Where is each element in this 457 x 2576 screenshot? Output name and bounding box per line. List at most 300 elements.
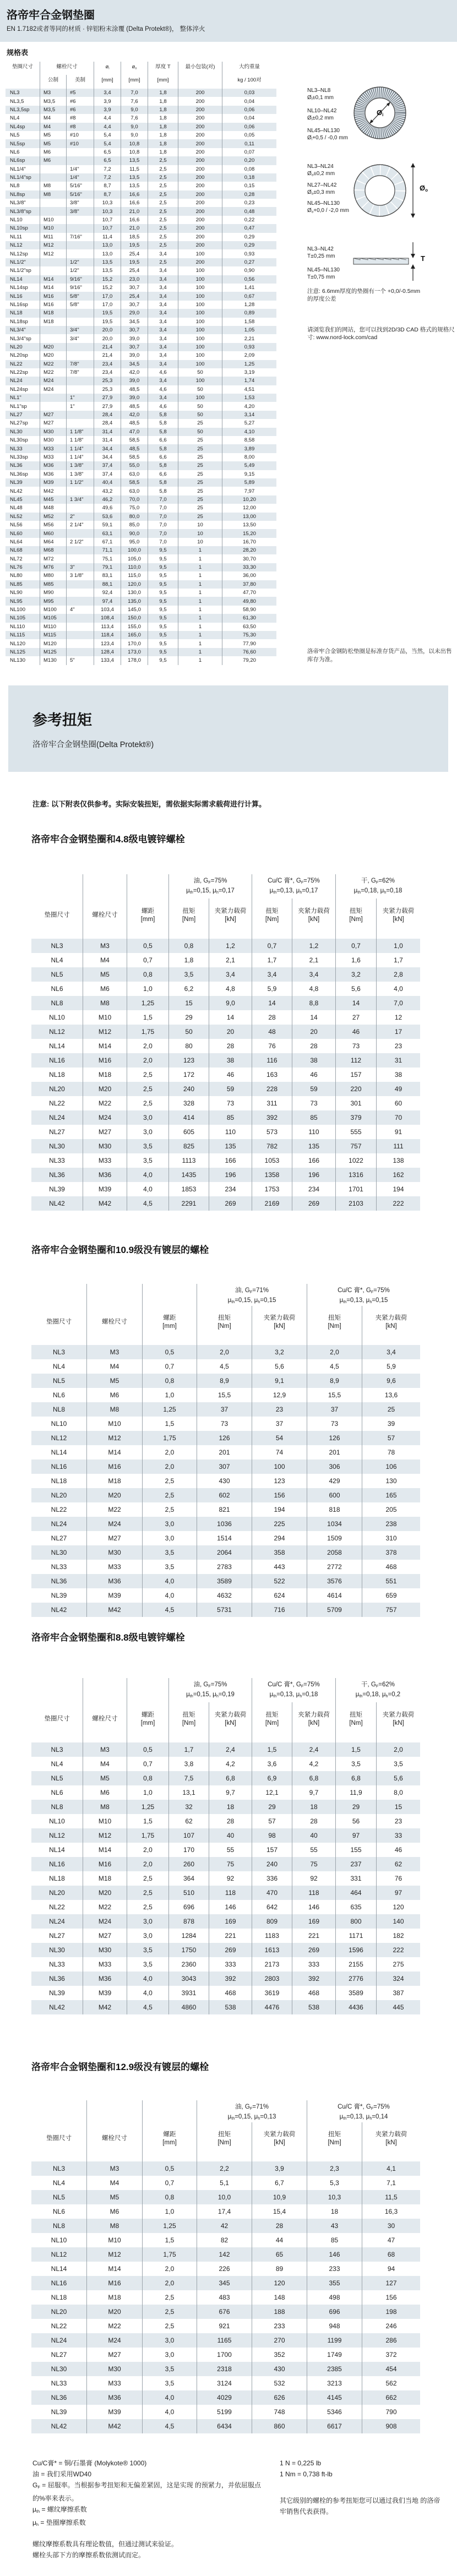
inner-diameter-cell: 53,6 <box>94 513 121 521</box>
outer-diameter-cell: 63,0 <box>121 487 148 495</box>
weight-cell: 0,20 <box>222 156 276 165</box>
torque-table-row: NL8 M8 1,25 15 9,0 14 8,8 14 7,0 <box>31 996 420 1010</box>
col-washer-size: 垫圈尺寸 <box>46 1319 72 1325</box>
min-package-cell: 100 <box>178 394 222 402</box>
weight-cell: 1,74 <box>222 377 276 385</box>
metric-size-cell <box>40 173 66 182</box>
tolerance-item: NL3–NL8 $Ø_i\pm 0,1$ mm <box>307 88 334 101</box>
cad-website-link[interactable]: www.nord-lock.com/cad <box>316 334 378 341</box>
outer-diameter-cell: 63,0 <box>121 470 148 478</box>
washer-size-cell: NL30sp <box>10 437 28 444</box>
spec-table-row <box>6 394 276 402</box>
washer-size-cell: NL30 <box>10 428 23 435</box>
torque-table-row: NL42 M42 4,5 6434 860 6617 908 <box>31 2419 420 2433</box>
inner-diameter-cell: 6,5 <box>94 156 121 165</box>
outer-diameter-cell: 75,0 <box>121 504 148 512</box>
tolerance-item: NL45–NL130 T±0,75 mm <box>307 267 340 280</box>
metric-size-cell <box>40 334 66 342</box>
washer-size-cell: NL39 <box>10 480 23 486</box>
torque-table-row: NL33 M33 3,5 2360 333 2173 333 2155 275 <box>31 1957 420 1972</box>
min-package-cell: 1 <box>178 606 222 614</box>
spec-table-row <box>6 656 276 665</box>
weight-cell: 4,51 <box>222 385 276 394</box>
col-clamp-load: 夹紧力载荷 [kN] <box>292 1702 335 1742</box>
torque-table-row: NL30 M30 3,5 2064 358 2058 378 <box>31 1545 420 1560</box>
min-package-cell: 200 <box>178 258 222 266</box>
spec-table-row <box>6 428 276 436</box>
us-size-cell: 1" <box>66 394 94 402</box>
thickness-cell: 7,0 <box>148 538 178 546</box>
inner-diameter-cell: 31,4 <box>94 428 121 436</box>
outer-diameter-cell: 21,0 <box>121 207 148 215</box>
metric-size-cell: M22 <box>40 360 66 368</box>
torque-table-row: NL33 M33 3,5 3124 532 3213 562 <box>31 2376 420 2390</box>
min-package-cell: 25 <box>178 478 222 487</box>
thickness-cell: 3,4 <box>148 275 178 284</box>
weight-cell: 9,15 <box>222 470 276 478</box>
metric-size-cell: M64 <box>40 538 66 546</box>
spec-table-row <box>6 623 276 631</box>
col-thickness: 厚度 T <box>148 62 178 75</box>
us-size-cell: 1 1/8" <box>66 436 94 444</box>
torque-column-header <box>31 1306 420 1345</box>
inner-diameter-cell: 133,4 <box>94 656 121 665</box>
us-size-cell <box>66 377 94 385</box>
inner-diameter-cell: 23,4 <box>94 360 121 368</box>
us-size-cell: 5/16" <box>66 182 94 190</box>
spec-table-row <box>6 123 276 131</box>
inner-diameter-cell: 123,4 <box>94 639 121 647</box>
spec-table-row <box>6 606 276 614</box>
thickness-tolerances <box>307 246 340 287</box>
weight-cell: 16,70 <box>222 538 276 546</box>
torque-table-row: NL5 M5 0,8 8,9 9,1 8,9 9,6 <box>31 1374 420 1388</box>
washer-size-cell: NL3/4"sp <box>10 335 31 342</box>
washer-size-cell: NL3/8"sp <box>10 208 31 215</box>
inner-diameter-cell: 7,2 <box>94 173 121 182</box>
metric-size-cell <box>40 258 66 266</box>
min-package-cell: 200 <box>178 89 222 97</box>
spec-table-row <box>6 284 276 292</box>
weight-cell: 3,89 <box>222 444 276 453</box>
torque-table-row: NL22 M22 2,5 328 73 311 73 301 60 <box>31 1096 420 1110</box>
torque-group-header <box>31 2100 420 2122</box>
spec-table-row <box>6 546 276 554</box>
torque-table-row: NL3 M3 0,5 1,7 2,4 1,5 2,4 1,5 2,0 <box>31 1742 420 1757</box>
metric-size-cell: M3,5 <box>40 106 66 114</box>
metric-size-cell: M56 <box>40 521 66 529</box>
torque-table-row: NL39 M39 4,0 5199 748 5346 790 <box>31 2405 420 2419</box>
thickness-cell: 5,8 <box>148 487 178 495</box>
spec-table-row <box>6 411 276 419</box>
col-torque: 扭矩 [Nm] <box>307 2122 362 2161</box>
washer-size-cell: NL110 <box>10 623 25 630</box>
weight-cell: 0,56 <box>222 275 276 284</box>
thickness-tolerance-note: 注意: 6.6mm厚度的垫圈有一个 +0,0/-0.5mm的厚度公差 <box>307 288 421 302</box>
washer-size-cell: NL5 <box>10 132 20 139</box>
us-size-cell: 1/2" <box>66 258 94 266</box>
spec-table-row <box>6 156 276 165</box>
weight-cell: 3,14 <box>222 411 276 419</box>
col-torque: 扭矩 [Nm] <box>335 1702 376 1742</box>
us-size-cell <box>66 487 94 495</box>
torque-table-body <box>31 1742 420 2014</box>
metric-size-cell: M33 <box>40 444 66 453</box>
outer-diameter-cell: 25,4 <box>121 266 148 275</box>
us-size-cell: #6 <box>66 106 94 114</box>
min-package-cell: 100 <box>178 266 222 275</box>
outer-diameter-cell: 110,0 <box>121 563 148 571</box>
tolerance-item: NL10–NL42 $Ø_i\pm 0,2$ mm <box>307 107 337 122</box>
col-outer-diameter: $ø_o$ <box>121 62 148 75</box>
washer-size-cell: NL24 <box>10 378 23 384</box>
weight-cell: 36,00 <box>222 571 276 580</box>
spec-table-row <box>6 504 276 512</box>
inner-diameter-cell: 17,0 <box>94 292 121 300</box>
washer-size-cell: NL52 <box>10 513 23 520</box>
metric-size-cell: M27 <box>40 419 66 427</box>
col-pitch: 螺距 [mm] <box>142 2122 197 2161</box>
us-size-cell: 9/16" <box>66 284 94 292</box>
us-size-cell: 5/8" <box>66 292 94 300</box>
torque-table-row: NL39 M39 4,0 3931 468 3619 468 3589 387 <box>31 1986 420 2000</box>
weight-cell: 12,00 <box>222 504 276 512</box>
min-package-cell: 25 <box>178 487 222 495</box>
us-size-cell <box>66 411 94 419</box>
thickness-cell: 2,5 <box>148 165 178 173</box>
torque-table-grade-10-9 <box>31 1243 420 1617</box>
min-package-cell: 100 <box>178 343 222 351</box>
metric-size-cell <box>40 394 66 402</box>
outer-diameter-cell: 18,5 <box>121 233 148 241</box>
weight-cell: 8,00 <box>222 453 276 461</box>
outer-diameter-cell: 155,0 <box>121 623 148 631</box>
outer-diameter-cell: 10,8 <box>121 148 148 156</box>
metric-size-cell: M16 <box>40 292 66 300</box>
spec-table-row <box>6 266 276 275</box>
metric-size-cell: M42 <box>40 487 66 495</box>
col-washer-size: 垫圈尺寸 <box>46 2135 72 2142</box>
torque-table-row: NL12 M12 1,75 50 20 48 20 46 17 <box>31 1025 420 1039</box>
torque-table-row: NL16 M16 2,0 260 75 240 75 237 62 <box>31 1857 420 1871</box>
torque-table-row: NL4 M4 0,7 3,8 4,2 3,6 4,2 3,5 3,5 <box>31 1757 420 1771</box>
torque-table-row: NL14 M14 2,0 170 55 157 55 155 46 <box>31 1843 420 1857</box>
min-package-cell: 200 <box>178 106 222 114</box>
torque-table-row: NL22 M22 2,5 821 194 818 205 <box>31 1502 420 1517</box>
footnote-other-grades: 其它级别的螺栓的参考扭矩您可以通过我们当地 的洛帝牢销售代表获得。 <box>280 2497 440 2515</box>
metric-size-cell: M11 <box>40 233 66 241</box>
us-size-cell <box>66 309 94 317</box>
spec-table-row <box>6 326 276 334</box>
torque-table-row: NL24 M24 3,0 414 85 392 85 379 70 <box>31 1110 420 1125</box>
torque-table-row: NL10 M10 1,5 82 44 85 47 <box>31 2233 420 2247</box>
inner-diameter-cell: 75,1 <box>94 554 121 563</box>
weight-cell: 1,25 <box>222 360 276 368</box>
metric-size-cell: M120 <box>40 639 66 647</box>
torque-table-row: NL16 M16 2,0 345 120 355 127 <box>31 2276 420 2290</box>
torque-table-row: NL4 M4 0,7 1,8 2,1 1,7 2,1 1,6 1,7 <box>31 953 420 967</box>
metric-size-cell: M14 <box>40 275 66 284</box>
thickness-cell: 1,8 <box>148 148 178 156</box>
weight-cell: 0,05 <box>222 131 276 139</box>
us-size-cell: 3/4" <box>66 326 94 334</box>
thickness-cell: 5,8 <box>148 419 178 427</box>
us-size-cell: 1 1/4" <box>66 453 94 461</box>
min-package-cell: 1 <box>178 639 222 647</box>
spec-table-row <box>6 444 276 453</box>
spec-table-row <box>6 461 276 470</box>
col-washer-size: 垫圈尺寸 <box>44 1715 70 1722</box>
thickness-cell: 9,5 <box>148 623 178 631</box>
washer-size-cell: NL105 <box>10 615 25 622</box>
torque-subheading: 洛帝牢合金钢垫圈(Delta Protekt®) <box>32 740 154 749</box>
outer-diameter-cell: 48,5 <box>121 444 148 453</box>
outer-diameter-cell: 13,5 <box>121 182 148 190</box>
thickness-cell: 9,5 <box>148 631 178 639</box>
spec-table-row <box>6 97 276 105</box>
metric-size-cell: M48 <box>40 504 66 512</box>
min-package-cell: 200 <box>178 131 222 139</box>
metric-size-cell: M6 <box>40 156 66 165</box>
metric-size-cell: M30 <box>40 428 66 436</box>
spec-table-row <box>6 207 276 215</box>
metric-size-cell: M3 <box>40 89 66 97</box>
inner-diameter-cell: 37,4 <box>94 470 121 478</box>
outer-diameter-cell: 30,7 <box>121 343 148 351</box>
thickness-cell: 3,4 <box>148 292 178 300</box>
weight-cell: 0,15 <box>222 182 276 190</box>
spec-table-row <box>6 470 276 478</box>
thickness-cell: 9,5 <box>148 554 178 563</box>
min-package-cell: 200 <box>178 199 222 207</box>
us-size-cell: 1 3/8" <box>66 470 94 478</box>
spec-table-row <box>6 241 276 249</box>
washer-size-cell: NL18 <box>10 310 23 317</box>
thickness-cell: 3,4 <box>148 360 178 368</box>
weight-cell: 0,93 <box>222 343 276 351</box>
washer-size-cell: NL80 <box>10 573 23 579</box>
page-subtitle: EN 1.7182或者等同的材质 · 锌铝粉末涂覆 (Delta Protekt®)， 整体淬火 <box>7 26 205 32</box>
thickness-cell: 2,5 <box>148 156 178 165</box>
washer-size-cell: NL6 <box>10 149 20 155</box>
spec-table-row <box>6 580 276 589</box>
group-oil: 油, $G_F=75\%$ $\mu_{th}=0,15$, $\mu_h=0,17$ <box>168 874 252 898</box>
thickness-cell: 3,4 <box>148 394 178 402</box>
group-cu-c-paste: Cu/C 膏*, $G_F=75\%$ $\mu_{th}=0,13$, $\mu_h=0,18$ <box>252 1678 335 1702</box>
metric-size-cell: M30 <box>40 436 66 444</box>
spec-table-row <box>6 249 276 258</box>
inner-diameter-cell: 46,2 <box>94 495 121 504</box>
torque-table-row: NL22 M22 2,5 696 146 642 146 635 120 <box>31 1900 420 1914</box>
min-package-cell: 10 <box>178 529 222 537</box>
washer-size-cell: NL42 <box>10 488 23 494</box>
min-package-cell: 200 <box>178 224 222 232</box>
outer-diameter-cell: 42,0 <box>121 368 148 377</box>
footnote-gf: $G_F$ = 屈服率。当根据参考扭矩和无偏差紧固，这是实现 的预紧力，并依屈服点的%率来表示。 <box>32 2481 261 2502</box>
washer-size-cell: NL120 <box>10 640 25 647</box>
washer-size-cell: NL16sp <box>10 301 28 308</box>
inner-diameter-cell: 92,4 <box>94 589 121 597</box>
spec-table-row <box>6 173 276 182</box>
metric-size-cell: M10 <box>40 224 66 232</box>
outer-diameter-cell: 80,0 <box>121 513 148 521</box>
us-size-cell: 3/8" <box>66 199 94 207</box>
outer-diameter-cell: 39,0 <box>121 351 148 360</box>
torque-table-grade-8-8 <box>31 1631 420 2014</box>
inner-diameter-cell: 31,4 <box>94 436 121 444</box>
spec-table-row <box>6 216 276 224</box>
torque-table-row: NL16 M16 2,0 307 100 306 106 <box>31 1459 420 1474</box>
weight-cell: 49,80 <box>222 597 276 605</box>
thickness-cell: 1,8 <box>148 139 178 148</box>
footnote-oil: 油 = 我们采用WD40 <box>32 2470 92 2478</box>
outer-diameter-cell: 47,0 <box>121 428 148 436</box>
torque-table-row: NL33 M33 3,5 2783 443 2772 468 <box>31 1560 420 1574</box>
weight-cell: 0,18 <box>222 173 276 182</box>
min-package-cell: 100 <box>178 275 222 284</box>
inner-diameter-cell: 3,9 <box>94 97 121 105</box>
torque-table-row: NL14 M14 2,0 201 74 201 78 <box>31 1445 420 1459</box>
inner-diameter-cell: 28,4 <box>94 419 121 427</box>
torque-table-row: NL30 M30 3,5 2318 430 2385 454 <box>31 2362 420 2376</box>
inner-diameter-cell: 37,4 <box>94 461 121 470</box>
thickness-cell: 5,8 <box>148 411 178 419</box>
outer-diameter-cell: 39,0 <box>121 377 148 385</box>
weight-cell: 28,20 <box>222 546 276 554</box>
thickness-cell: 2,5 <box>148 216 178 224</box>
thickness-cell: 7,0 <box>148 521 178 529</box>
metric-size-cell <box>40 266 66 275</box>
thickness-cell: 9,5 <box>148 546 178 554</box>
outer-diameter-cell: 11,5 <box>121 165 148 173</box>
torque-table-grade-4-8 <box>31 832 420 1211</box>
spec-table-row <box>6 554 276 563</box>
weight-cell: 0,29 <box>222 241 276 249</box>
us-size-cell: #5 <box>66 89 94 97</box>
inner-diameter-cell: 71,1 <box>94 546 121 554</box>
thickness-cell: 5,8 <box>148 444 178 453</box>
torque-table-row: NL3 M3 0,5 0,8 1,2 0,7 1,2 0,7 1,0 <box>31 939 420 953</box>
min-package-cell: 1 <box>178 631 222 639</box>
thickness-cell: 3,4 <box>148 343 178 351</box>
inner-diameter-tolerances <box>307 87 348 148</box>
torque-table-row: NL5 M5 0,8 7,5 6,8 6,9 6,8 6,8 5,6 <box>31 1771 420 1785</box>
thickness-cell: 2,5 <box>148 173 178 182</box>
weight-cell: 7,97 <box>222 487 276 495</box>
washer-size-cell: NL60 <box>10 530 23 537</box>
metric-size-cell: M20 <box>40 343 66 351</box>
us-size-cell: 4" <box>66 606 94 614</box>
washer-size-cell: NL125 <box>10 649 25 655</box>
metric-size-cell: M115 <box>40 631 66 639</box>
metric-size-cell: M33 <box>40 453 66 461</box>
col-pitch: 螺距 [mm] <box>127 898 168 939</box>
us-size-cell: 1/4" <box>66 173 94 182</box>
metric-size-cell: M16 <box>40 301 66 309</box>
min-package-cell: 200 <box>178 173 222 182</box>
metric-size-cell: M95 <box>40 597 66 605</box>
spec-table-row <box>6 89 276 97</box>
inner-diameter-cell: 40,4 <box>94 478 121 487</box>
us-size-cell: 5" <box>66 656 94 665</box>
thickness-cell: 7,0 <box>148 495 178 504</box>
washer-size-cell: NL12 <box>10 242 23 249</box>
outer-diameter-cell: 9,0 <box>121 131 148 139</box>
col-pitch: 螺距 [mm] <box>142 1306 197 1345</box>
spec-table-row <box>6 377 276 385</box>
torque-table-row: NL33 M33 3,5 1113 166 1053 166 1022 138 <box>31 1153 420 1168</box>
weight-cell: 4,10 <box>222 428 276 436</box>
washer-size-cell: NL8sp <box>10 191 25 198</box>
metric-size-cell: M4 <box>40 114 66 122</box>
col-bolt-size: 螺栓尺寸 <box>86 1306 142 1345</box>
torque-table-row: NL16 M16 2,0 123 38 116 38 112 31 <box>31 1053 420 1068</box>
tolerance-item: NL3–NL42 T±0,25 mm <box>307 246 335 259</box>
us-size-cell <box>66 623 94 631</box>
us-size-cell <box>66 580 94 589</box>
inner-diameter-cell: 79,1 <box>94 563 121 571</box>
washer-size-cell: NL8 <box>10 183 20 189</box>
washer-size-cell: NL27 <box>10 412 23 418</box>
min-package-cell: 100 <box>178 351 222 360</box>
metric-size-cell: M27 <box>40 411 66 419</box>
spec-table-row <box>6 648 276 656</box>
spec-table-row <box>6 343 276 351</box>
torque-table-row: NL22 M22 2,5 921 233 948 246 <box>31 2319 420 2333</box>
inner-diameter-cell: 13,5 <box>94 258 121 266</box>
min-package-cell: 200 <box>178 190 222 199</box>
thickness-cell: 2,5 <box>148 207 178 215</box>
torque-table-grade-12-9 <box>31 2060 420 2433</box>
weight-cell: 61,30 <box>222 614 276 622</box>
torque-table-row: NL10 M10 1,5 29 14 28 14 27 12 <box>31 1010 420 1025</box>
inner-diameter-cell: 7,2 <box>94 165 121 173</box>
thickness-cell: 2,5 <box>148 224 178 232</box>
spec-table-row <box>6 538 276 546</box>
weight-cell: 33,30 <box>222 563 276 571</box>
washer-top-view-cam-icon <box>352 162 418 219</box>
inner-diameter-cell: 11,4 <box>94 233 121 241</box>
spec-table-header-row1 <box>6 62 276 75</box>
torque-table-title: 洛帝牢合金钢垫圈和8.8级电镀锌螺栓 <box>31 1632 185 1643</box>
metric-size-cell <box>40 402 66 410</box>
washer-size-cell: NL10sp <box>10 225 28 232</box>
washer-size-cell: NL18sp <box>10 318 28 325</box>
col-washer-size: 垫圈尺寸 <box>12 64 33 70</box>
min-package-cell: 100 <box>178 360 222 368</box>
spec-table-body <box>6 89 276 665</box>
thickness-cell: 9,5 <box>148 580 178 589</box>
weight-cell: 0,23 <box>222 199 276 207</box>
col-approx-weight: 大约重量 <box>222 62 276 75</box>
torque-table-row: NL14 M14 2,0 226 89 233 94 <box>31 2262 420 2276</box>
weight-cell: 0,06 <box>222 123 276 131</box>
min-package-cell: 1 <box>178 597 222 605</box>
metric-size-cell: M5 <box>40 131 66 139</box>
outer-diameter-cell: 58,5 <box>121 453 148 461</box>
washer-size-cell: NL100 <box>10 607 25 613</box>
washer-size-cell: NL33 <box>10 445 23 452</box>
min-package-cell: 50 <box>178 402 222 410</box>
thickness-cell: 9,5 <box>148 606 178 614</box>
inner-diameter-cell: 27,9 <box>94 402 121 410</box>
footnotes-left <box>32 2458 270 2561</box>
us-size-cell <box>66 156 94 165</box>
weight-cell: 37,80 <box>222 580 276 589</box>
weight-cell: 1,53 <box>222 394 276 402</box>
min-package-cell: 200 <box>178 148 222 156</box>
inner-diameter-cell: 20,0 <box>94 334 121 342</box>
